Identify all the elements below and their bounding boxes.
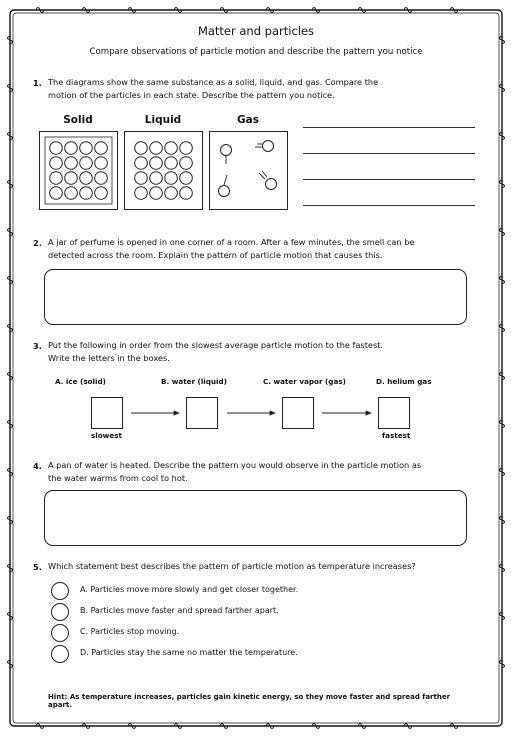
gas-particle (219, 186, 230, 197)
option-c-text: C. Particles stop moving. (80, 627, 180, 636)
option-d-text: D. Particles stay the same no matter the temperature. (80, 648, 298, 657)
question-2-text (48, 236, 488, 262)
gas-label: Gas (237, 114, 259, 126)
particle (95, 142, 108, 155)
question-3-line-1: Put the following in order from the slowest average particle motion to the fastest. (48, 340, 384, 350)
answer-line[interactable] (303, 179, 475, 180)
gas-diagram (209, 131, 289, 211)
question-3-line-2: Write the letters in the boxes. (48, 353, 170, 363)
question-5-number: 5. (33, 562, 42, 572)
particle (150, 187, 163, 200)
particle (65, 172, 78, 185)
particle (65, 187, 78, 200)
particle (80, 172, 93, 185)
order-item-c: C. water vapor (gas) (263, 377, 346, 386)
fastest-label: fastest (382, 431, 411, 440)
particle (135, 172, 148, 185)
question-4-number: 4. (33, 461, 42, 471)
particle (165, 157, 178, 170)
liquid-label: Liquid (144, 114, 182, 126)
question-4-line-1: A pan of water is heated. Describe the pattern you would observe in the particle motion as (48, 460, 422, 470)
particle (65, 157, 78, 170)
order-item-d: D. helium gas (376, 377, 432, 386)
question-2-number: 2. (33, 238, 42, 248)
page-subtitle: Compare observations of particle motion and describe the pattern you notice (89, 47, 423, 57)
question-2-line-2: detected across the room. Explain the pattern of particle motion that causes this. (48, 250, 383, 260)
particle (150, 157, 163, 170)
question-4-line-2: the water warms from cool to hot. (48, 473, 188, 483)
particle (50, 142, 63, 155)
question-3-text (48, 339, 468, 365)
particle (150, 142, 163, 155)
slowest-label: slowest (91, 431, 122, 440)
particle (165, 172, 178, 185)
particle (180, 142, 193, 155)
gas-particle (263, 141, 274, 152)
particle (165, 142, 178, 155)
particle (95, 157, 108, 170)
particle (135, 187, 148, 200)
question-5-text: Which statement best describes the pattern of particle motion as temperature increases? (48, 561, 416, 571)
page-title: Matter and particles (197, 24, 315, 38)
answer-line[interactable] (303, 153, 475, 154)
option-a-radio[interactable] (51, 582, 69, 600)
particle (65, 142, 78, 155)
particle (180, 157, 193, 170)
gas-particle (266, 179, 277, 190)
option-b-text: B. Particles move faster and spread farther apart. (80, 606, 279, 615)
particle (150, 172, 163, 185)
particle (50, 157, 63, 170)
order-item-a: A. ice (solid) (55, 377, 106, 386)
particle (180, 172, 193, 185)
particle (50, 187, 63, 200)
particle (95, 172, 108, 185)
solid-label: Solid (63, 114, 93, 126)
particle (80, 187, 93, 200)
question-1-line-2: motion of the particles in each state. Describe the pattern you notice. (48, 90, 335, 100)
question-1-text (48, 76, 468, 102)
particle (135, 157, 148, 170)
particle (135, 142, 148, 155)
option-d-radio[interactable] (51, 645, 69, 663)
order-item-b: B. water (liquid) (161, 377, 227, 386)
answer-line[interactable] (303, 127, 475, 128)
particle (165, 187, 178, 200)
answer-line[interactable] (303, 205, 475, 206)
option-b-radio[interactable] (51, 603, 69, 621)
question-3-number: 3. (33, 341, 42, 351)
particle (80, 142, 93, 155)
solid-diagram (39, 131, 119, 211)
question-2-line-1: A jar of perfume is opened in one corner of a room. After a few minutes, the smell can be (48, 237, 415, 247)
question-2-answer-box[interactable] (44, 269, 467, 325)
question-1-number: 1. (33, 78, 42, 88)
order-arrows (0, 400, 512, 430)
liquid-diagram (124, 131, 204, 211)
particle (180, 187, 193, 200)
gas-particle (221, 145, 232, 156)
particle (95, 187, 108, 200)
particle (80, 157, 93, 170)
particle (50, 172, 63, 185)
question-1-line-1: The diagrams show the same substance as a solid, liquid, and gas. Compare the (48, 77, 379, 87)
hint-text: Hint: As temperature increases, particles gain kinetic energy, so they move faster and spread farther apart. (48, 693, 451, 709)
question-4-text (48, 459, 488, 485)
option-a-text: A. Particles move more slowly and get closer together. (80, 585, 299, 594)
option-c-radio[interactable] (51, 624, 69, 642)
question-4-answer-box[interactable] (44, 490, 467, 546)
